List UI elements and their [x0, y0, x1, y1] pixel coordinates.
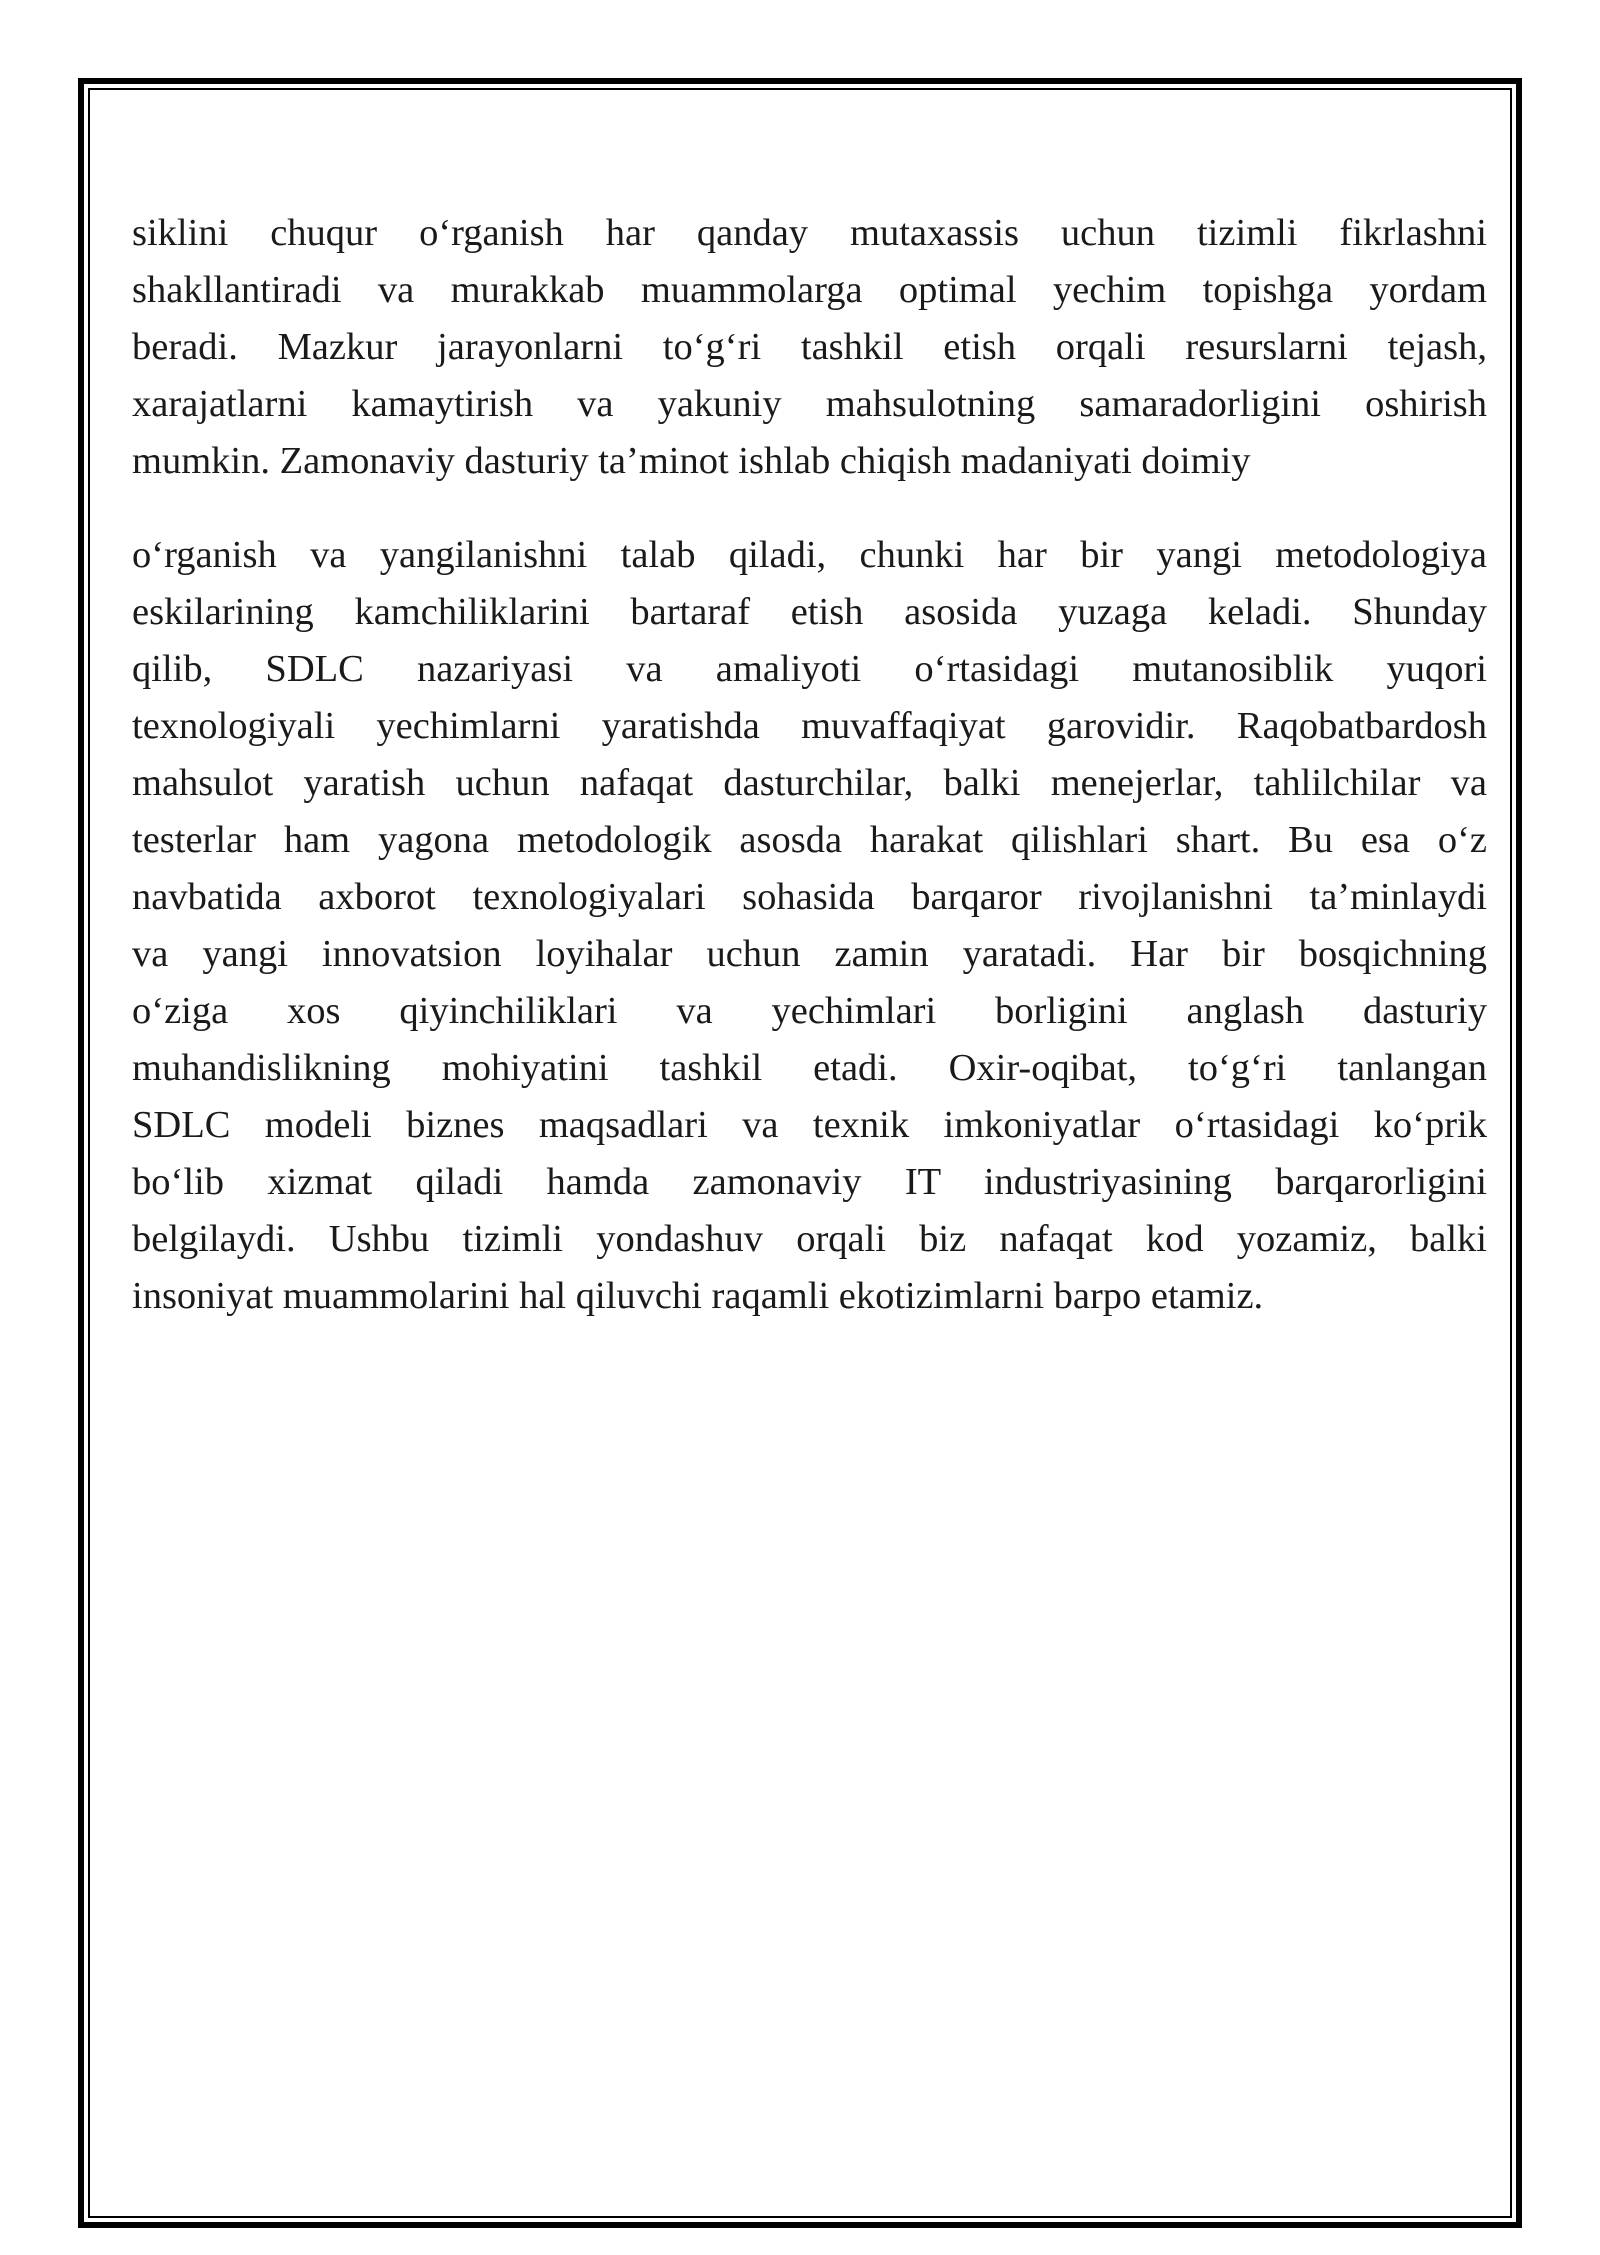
text-line: muhandislikning mohiyatini tashkil etadi. Oxir-oqibat, to‘g‘ri tanlangan: [132, 1047, 1487, 1089]
text-line: va yangi innovatsion loyihalar uchun zamin yaratadi. Har bir bosqichning: [132, 933, 1487, 975]
text-line: qilib, SDLC nazariyasi va amaliyoti o‘rtasidagi mutanosiblik yuqori: [132, 648, 1487, 690]
text-line: siklini chuqur o‘rganish har qanday mutaxassis uchun tizimli fikrlashni: [132, 212, 1487, 254]
text-line: insoniyat muammolarini hal qiluvchi raqamli ekotizimlarni barpo etamiz.: [132, 1275, 1264, 1317]
text-line: shakllantiradi va murakkab muammolarga optimal yechim topishga yordam: [132, 269, 1487, 311]
text-line: xarajatlarni kamaytirish va yakuniy mahsulotning samaradorligini oshirish: [132, 383, 1487, 425]
text-line: texnologiyali yechimlarni yaratishda muvaffaqiyat garovidir. Raqobatbardosh: [132, 705, 1487, 747]
text-line: SDLC modeli biznes maqsadlari va texnik imkoniyatlar o‘rtasidagi ko‘prik: [132, 1104, 1487, 1146]
text-line: mumkin. Zamonaviy dasturiy ta’minot ishlab chiqish madaniyati doimiy: [132, 440, 1251, 482]
text-line: testerlar ham yagona metodologik asosda harakat qilishlari shart. Bu esa o‘z: [132, 819, 1487, 861]
text-line: o‘ziga xos qiyinchiliklari va yechimlari borligini anglash dasturiy: [132, 990, 1487, 1032]
document-body: [132, 205, 1487, 1325]
text-line: eskilarining kamchiliklarini bartaraf etish asosida yuzaga keladi. Shunday: [132, 591, 1487, 633]
text-line: o‘rganish va yangilanishni talab qiladi, chunki har bir yangi metodologiya: [132, 534, 1487, 576]
text-line: beradi. Mazkur jarayonlarni to‘g‘ri tashkil etish orqali resurslarni tejash,: [132, 326, 1487, 368]
text-line: mahsulot yaratish uchun nafaqat dasturchilar, balki menejerlar, tahlilchilar va: [132, 762, 1487, 804]
text-line: bo‘lib xizmat qiladi hamda zamonaviy IT industriyasining barqarorligini: [132, 1161, 1487, 1203]
text-line: navbatida axborot texnologiyalari sohasida barqaror rivojlanishni ta’minlaydi: [132, 876, 1487, 918]
paragraph-1: [132, 205, 1487, 490]
text-line: belgilaydi. Ushbu tizimli yondashuv orqali biz nafaqat kod yozamiz, balki: [132, 1218, 1487, 1260]
paragraph-2: [132, 527, 1487, 1325]
